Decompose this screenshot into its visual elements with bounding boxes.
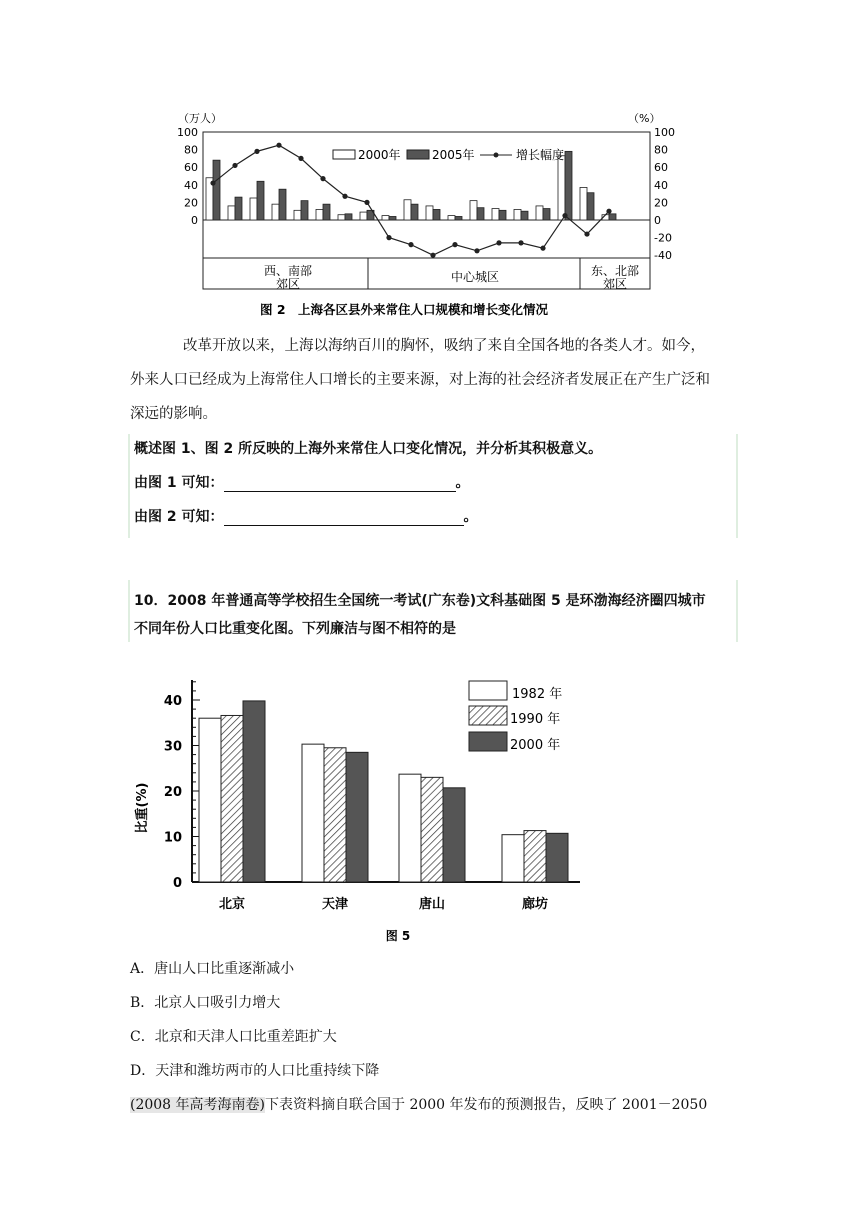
region-west-south-2: 郊区: [275, 277, 301, 291]
left-tick-label: 80: [184, 143, 198, 157]
bar-2005: [301, 201, 308, 220]
footer-source: (2008 年高考海南卷): [130, 1097, 266, 1113]
footer-line: [130, 1094, 707, 1114]
bar-2005: [455, 216, 462, 220]
bar-2000: [346, 752, 368, 882]
bar-2000: [250, 198, 257, 220]
task-fig1-end: 。: [455, 475, 470, 491]
bar-2005: [433, 209, 440, 220]
bar-1990: [221, 715, 243, 882]
left-tick-label: 40: [184, 178, 198, 192]
figure-2-chart: [170, 110, 690, 320]
y-tick-label: 30: [163, 739, 182, 755]
bar-2005: [565, 151, 572, 220]
figure-5-chart: [130, 670, 600, 945]
bar-2000: [272, 204, 279, 220]
bar-1982: [399, 774, 421, 882]
growth-point: [562, 213, 567, 218]
right-unit: （%）: [628, 112, 661, 125]
figure-5: [130, 670, 600, 945]
growth-point: [452, 242, 457, 247]
bar-2005: [477, 208, 484, 220]
left-tick-label: 60: [184, 161, 198, 175]
region-west-south: 西、南部: [263, 264, 313, 278]
bar-2005: [257, 181, 264, 220]
footer-text: 下表资料摘自联合国于 2000 年发布的预测报告，反映了 2001－2050: [265, 1097, 708, 1113]
category-label: 天津: [321, 897, 349, 912]
bar-2005: [235, 197, 242, 220]
right-tick-label: 20: [654, 196, 668, 210]
bar-2000: [448, 216, 455, 220]
growth-point: [364, 200, 369, 205]
bar-2005: [543, 209, 550, 220]
growth-point: [606, 209, 611, 214]
task-fig1-label: 由图 1 可知：: [134, 475, 224, 491]
bar-1982: [302, 744, 324, 882]
bar-2000: [338, 215, 345, 220]
figure-5-legend: [469, 681, 562, 753]
bar-2000: [443, 788, 465, 882]
legend-1990: 1990 年: [510, 712, 561, 727]
legend-2000: 2000 年: [510, 738, 561, 753]
left-unit: （万人）: [178, 112, 222, 125]
right-tick-label: -20: [654, 231, 672, 245]
intro-line-2: 外来人口已经成为上海常住人口增长的主要来源，对上海的社会经济者发展正在产生广泛和: [130, 372, 710, 388]
bar-2005: [587, 193, 594, 220]
legend-1982: 1982 年: [512, 687, 563, 702]
bar-2000: [492, 209, 499, 220]
bar-2000: [546, 833, 568, 882]
growth-point: [320, 176, 325, 181]
intro-line-3: 深远的影响。: [130, 406, 217, 422]
bar-2005: [499, 210, 506, 220]
bar-2005: [521, 211, 528, 220]
legend-2005: 2005年: [432, 148, 475, 162]
category-label: 廊坊: [521, 897, 549, 912]
task-fig1-line: [134, 472, 470, 492]
answer-blank-2[interactable]: [224, 511, 464, 526]
growth-point: [408, 242, 413, 247]
y-tick-label: 20: [163, 785, 182, 800]
figure-5-caption: 图 5: [385, 929, 411, 943]
legend-2000: 2000年: [358, 148, 401, 162]
q10-line-2: 不同年份人口比重变化图。下列廉洁与图不相符的是: [134, 621, 456, 637]
right-tick-label: 40: [654, 178, 668, 192]
right-tick-label: -40: [654, 249, 672, 263]
bar-2000: [243, 701, 265, 882]
bar-2000: [536, 206, 543, 220]
bar-1982: [199, 718, 221, 882]
growth-point: [518, 240, 523, 245]
growth-point: [210, 180, 215, 185]
intro-line-1: 改革开放以来，上海以海纳百川的胸怀，吸纳了来自全国各地的各类人才。如今，: [183, 338, 705, 354]
option-a[interactable]: A．唐山人口比重逐渐减小: [130, 961, 295, 977]
growth-point: [430, 253, 435, 258]
growth-point: [342, 194, 347, 199]
task-box: [128, 434, 738, 538]
answer-blank-1[interactable]: [224, 477, 456, 492]
bar-1990: [421, 777, 443, 882]
bar-2005: [609, 214, 616, 220]
growth-point: [386, 235, 391, 240]
figure-2-legend: [333, 147, 564, 162]
task-fig2-label: 由图 2 可知：: [134, 509, 224, 525]
bar-2005: [389, 216, 396, 220]
task-fig2-end: 。: [463, 509, 478, 525]
bar-2005: [279, 189, 286, 220]
task-title: 概述图 1、图 2 所反映的上海外来常住人口变化情况，并分析其积极意义。: [134, 441, 603, 457]
right-tick-label: 60: [654, 161, 668, 175]
growth-point: [254, 149, 259, 154]
growth-point: [584, 231, 589, 236]
bar-1982: [502, 835, 524, 882]
growth-point: [298, 156, 303, 161]
task-fig2-line: [134, 506, 478, 526]
figure-2: [170, 110, 690, 320]
right-tick-label: 80: [654, 143, 668, 157]
right-tick-label: 0: [654, 214, 661, 227]
q10-line-1: 10．2008 年普通高等学校招生全国统一考试(广东卷)文科基础图 5 是环渤海经济圈四城市: [134, 593, 706, 609]
bar-2000: [470, 201, 477, 220]
figure-5-ylabel: 比重(%): [135, 782, 150, 834]
bar-2000: [558, 156, 565, 220]
legend-growth: 增长幅度: [516, 148, 565, 162]
bar-2005: [345, 214, 352, 220]
option-c[interactable]: C．北京和天津人口比重差距扩大: [130, 1029, 337, 1045]
left-tick-label: 20: [184, 196, 198, 210]
right-tick-label: 100: [654, 126, 675, 139]
y-tick-label: 10: [163, 830, 182, 846]
bar-2000: [426, 206, 433, 220]
figure-2-caption: 图 2 上海各区县外来常住人口规模和增长变化情况: [260, 302, 549, 317]
left-tick-label: 100: [177, 126, 198, 139]
bar-2000: [404, 200, 411, 220]
bar-2000: [382, 216, 389, 220]
bar-2005: [213, 160, 220, 220]
bar-2005: [411, 204, 418, 220]
bar-1990: [524, 831, 546, 882]
bar-2000: [316, 209, 323, 220]
y-tick-label: 40: [163, 694, 182, 709]
option-d[interactable]: D．天津和潍坊两市的人口比重持续下降: [130, 1063, 380, 1079]
category-label: 唐山: [418, 897, 446, 912]
bar-2000: [360, 212, 367, 220]
left-tick-label: 0: [191, 214, 198, 227]
growth-point: [496, 240, 501, 245]
bar-2000: [228, 206, 235, 220]
bar-1990: [324, 748, 346, 882]
bar-2000: [580, 187, 587, 220]
bar-2005: [323, 204, 330, 220]
growth-point: [232, 163, 237, 168]
question-10-box: [128, 580, 738, 642]
growth-point: [540, 246, 545, 251]
region-east-north: 东、北部: [590, 264, 640, 278]
growth-point: [276, 143, 281, 148]
bar-2000: [514, 209, 521, 220]
growth-point: [474, 248, 479, 253]
category-label: 北京: [218, 897, 246, 912]
region-east-north-2: 郊区: [602, 277, 628, 291]
y-tick-label: 0: [172, 876, 182, 891]
region-center: 中心城区: [450, 270, 500, 284]
option-b[interactable]: B．北京人口吸引力增大: [130, 995, 281, 1011]
bar-2000: [294, 210, 301, 220]
